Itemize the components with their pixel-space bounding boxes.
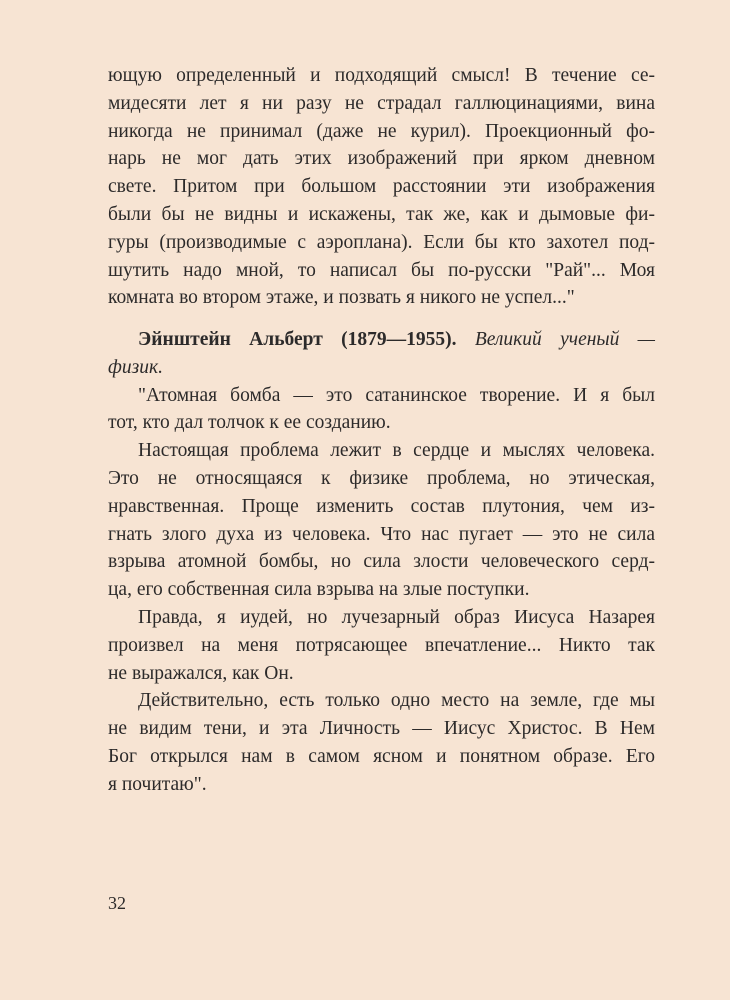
text-line: нарь не мог дать этих изображений при ярком дневном	[108, 148, 655, 170]
text-line: гуры (производимые с аэроплана). Если бы кто захотел под-	[108, 231, 655, 253]
text-line: свете. Притом при большом расстоянии эти изображения	[108, 176, 655, 198]
text-line: не видим тени, и эта Личность — Иисус Христос. В Нем	[108, 718, 655, 740]
text-line: я почитаю".	[108, 773, 207, 795]
entry-description: Великий ученый —	[474, 329, 656, 350]
text-line: Бог открылся нам в самом ясном и понятном образе. Его	[108, 745, 655, 767]
text-line: никогда не принимал (даже не курил). Проекционный фо-	[108, 120, 655, 142]
text-line: нравственная. Проще изменить состав плутония, чем из-	[108, 495, 655, 517]
text-line: Это не относящаяся к физике проблема, но этическая,	[108, 467, 655, 489]
text-line: Правда, я иудей, но лучезарный образ Иисуса Назарея	[138, 606, 655, 628]
entry-name: Эйнштейн Альберт (1879—1955).	[138, 329, 457, 350]
text-line: были бы не видны и искажены, так же, как и дымовые фи-	[108, 203, 655, 225]
entry-heading	[108, 326, 655, 354]
text-line: тот, кто дал толчок к ее созданию.	[108, 412, 391, 434]
text-line: произвел на меня потрясающее впечатление... Никто так	[108, 634, 655, 656]
text-line: ющую определенный и подходящий смысл! В течение се-	[108, 65, 655, 86]
page-number: 32	[108, 893, 126, 913]
text-line: "Атомная бомба — это сатанинское творение. И я был	[138, 384, 655, 406]
paragraph-continuation	[108, 62, 655, 312]
text-line: мидесяти лет я ни разу не страдал галлюцинациями, вина	[108, 92, 655, 114]
text-line: комната во втором этаже, и позвать я никого не успел..."	[108, 287, 575, 309]
einstein-entry	[108, 326, 655, 799]
text-line: шутить надо мной, то написал бы по-русски "Рай"... Моя	[108, 259, 655, 281]
text-line: гнать злого духа из человека. Что нас пугает — это не сила	[108, 523, 655, 545]
text-line: Настоящая проблема лежит в сердце и мыслях человека.	[138, 440, 655, 462]
text-line: ца, его собственная сила взрыва на злые поступки.	[108, 579, 530, 601]
text-line: не выражался, как Он.	[108, 662, 294, 684]
text-line: Действительно, есть только одно место на земле, где мы	[138, 690, 655, 712]
text-line: взрыва атомной бомбы, но сила злости человеческого серд-	[108, 551, 655, 573]
entry-description-continued: физик.	[108, 356, 163, 378]
